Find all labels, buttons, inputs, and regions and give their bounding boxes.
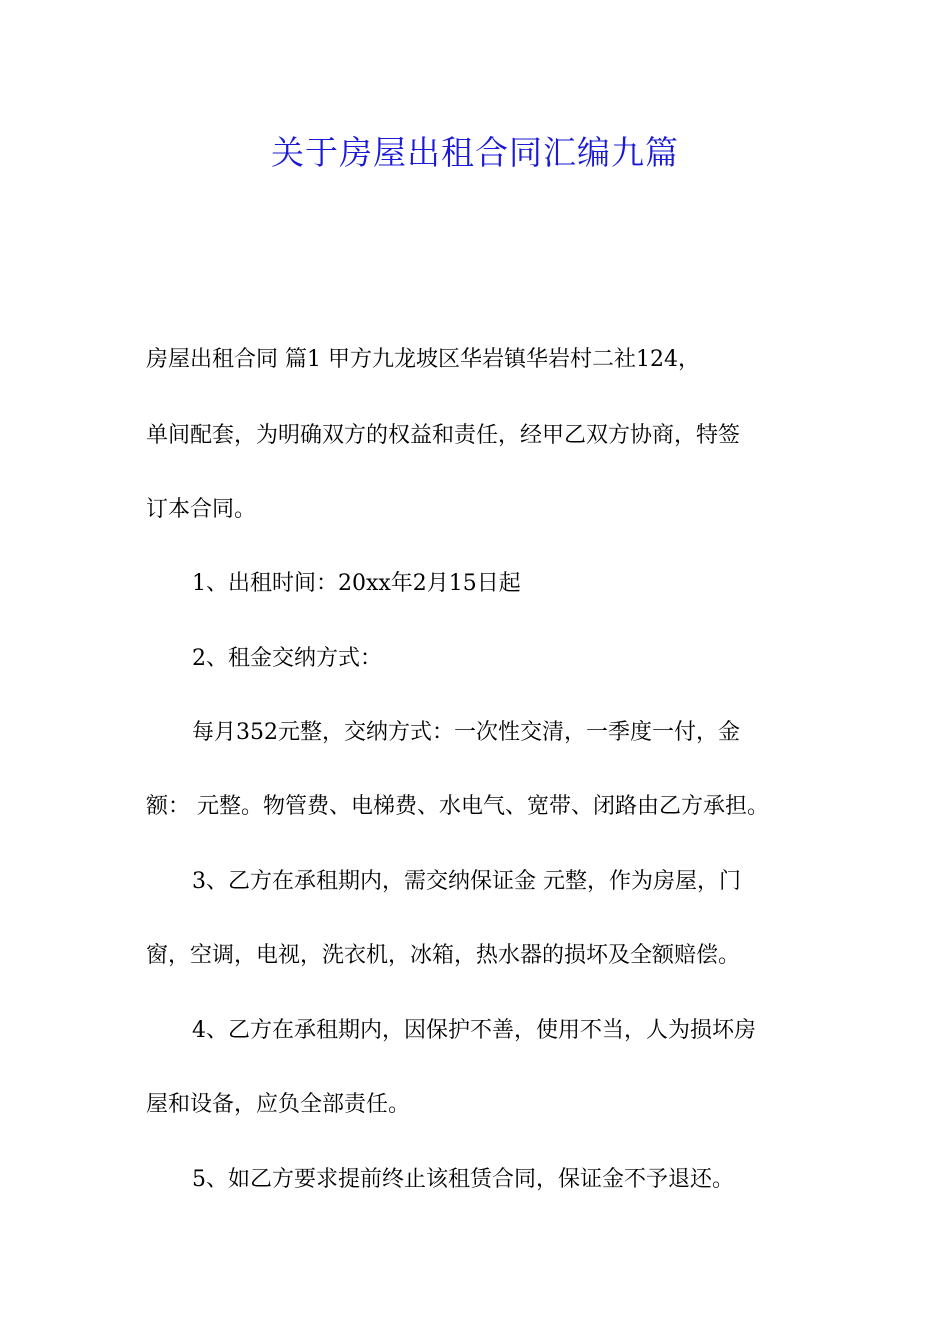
clause-5-line: 5、如乙方要求提前终止该租赁合同，保证金不予退还。 (192, 1167, 734, 1192)
paragraph-line-3: 订本合同。 (146, 497, 257, 522)
rent-line-2: 额： 元整。物管费、电梯费、水电气、宽带、闭路由乙方承担。 (146, 794, 769, 819)
document-title: 关于房屋出租合同汇编九篇 (271, 133, 679, 172)
paragraph-line-1: 房屋出租合同 篇1 甲方九龙坡区华岩镇华岩村二社124， (146, 347, 700, 372)
clause-1-line: 1、出租时间：20xx年2月15日起 (192, 571, 521, 596)
clause-4-line-1: 4、乙方在承租期内，因保护不善，使用不当，人为损坏房 (192, 1018, 756, 1043)
clause-3-line-2: 窗，空调，电视，洗衣机，冰箱，热水器的损坏及全额赔偿。 (146, 943, 741, 968)
paragraph-line-2: 单间配套，为明确双方的权益和责任，经甲乙双方协商，特签 (146, 423, 741, 448)
clause-3-line-1: 3、乙方在承租期内，需交纳保证金 元整，作为房屋，门 (192, 869, 741, 894)
rent-line-1: 每月352元整，交纳方式：一次性交清，一季度一付，金 (192, 720, 740, 745)
clause-2-line: 2、租金交纳方式： (192, 646, 382, 671)
clause-4-line-2: 屋和设备，应负全部责任。 (146, 1092, 411, 1117)
